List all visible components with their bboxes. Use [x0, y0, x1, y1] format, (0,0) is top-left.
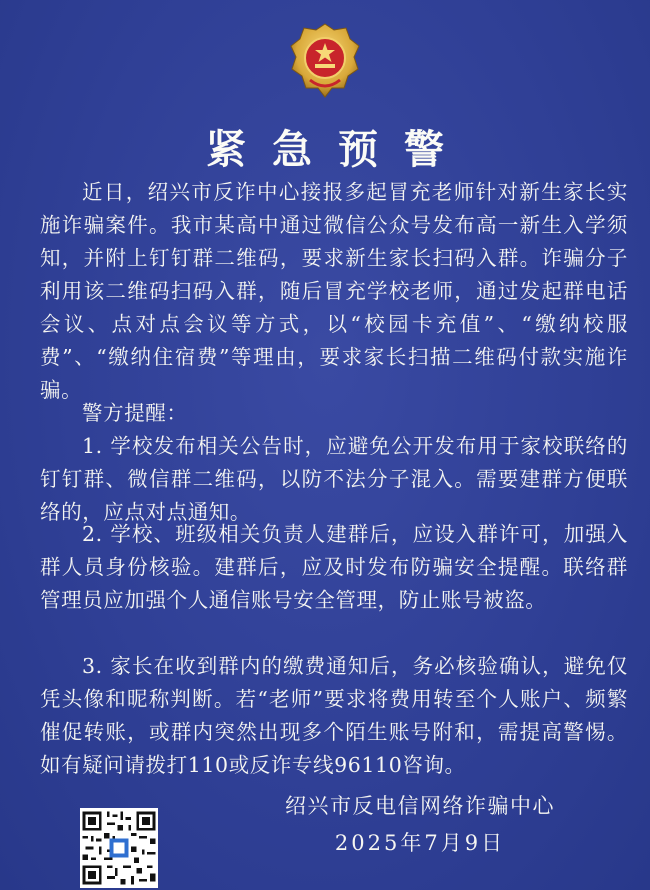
issue-date: 2025年7月9日 — [334, 831, 506, 855]
tip-item: 1. 学校发布相关公告时，应避免公开发布用于家校联络的钉钉群、微信群二维码，以防不法分子混入。需要建群方便联络的，应点对点通知。 — [40, 434, 628, 524]
qr-code-icon — [80, 808, 158, 888]
tip-item: 2. 学校、班级相关负责人建群后，应设入群许可，加强入群人员身份核验。建群后，应及时发布防骗安全提醒。联络群管理员应加强个人通信账号安全管理，防止账号被盗。 — [40, 522, 628, 612]
notice-title: 紧急预警 — [206, 126, 470, 173]
issuer-name: 绍兴市反电信网络诈骗中心 — [285, 794, 555, 818]
police-emblem-icon — [288, 22, 362, 100]
tip-item: 3. 家长在收到群内的缴费通知后，务必核验确认，避免仅凭头像和昵称判断。若“老师”要求将费用转至个人账户、频繁催促转账，或群内突然出现多个陌生账号附和，需提高警惕。如有疑问请拨打110或反诈专线96110咨询。 — [40, 654, 628, 777]
intro-paragraph: 近日，绍兴市反诈中心接报多起冒充老师针对新生家长实施诈骗案件。我市某高中通过微信公众号发布高一新生入学须知，并附上钉钉群二维码，要求新生家长扫码入群。诈骗分子利用该二维码扫码入群，随后冒充学校老师，通过发起群电话会议、点对点会议等方式，以“校园卡充值”、“缴纳校服费”、“缴纳住宿费”等理由，要求家长扫描二维码付款实施诈骗。 — [40, 180, 628, 402]
tips-heading: 警方提醒： — [82, 401, 188, 425]
